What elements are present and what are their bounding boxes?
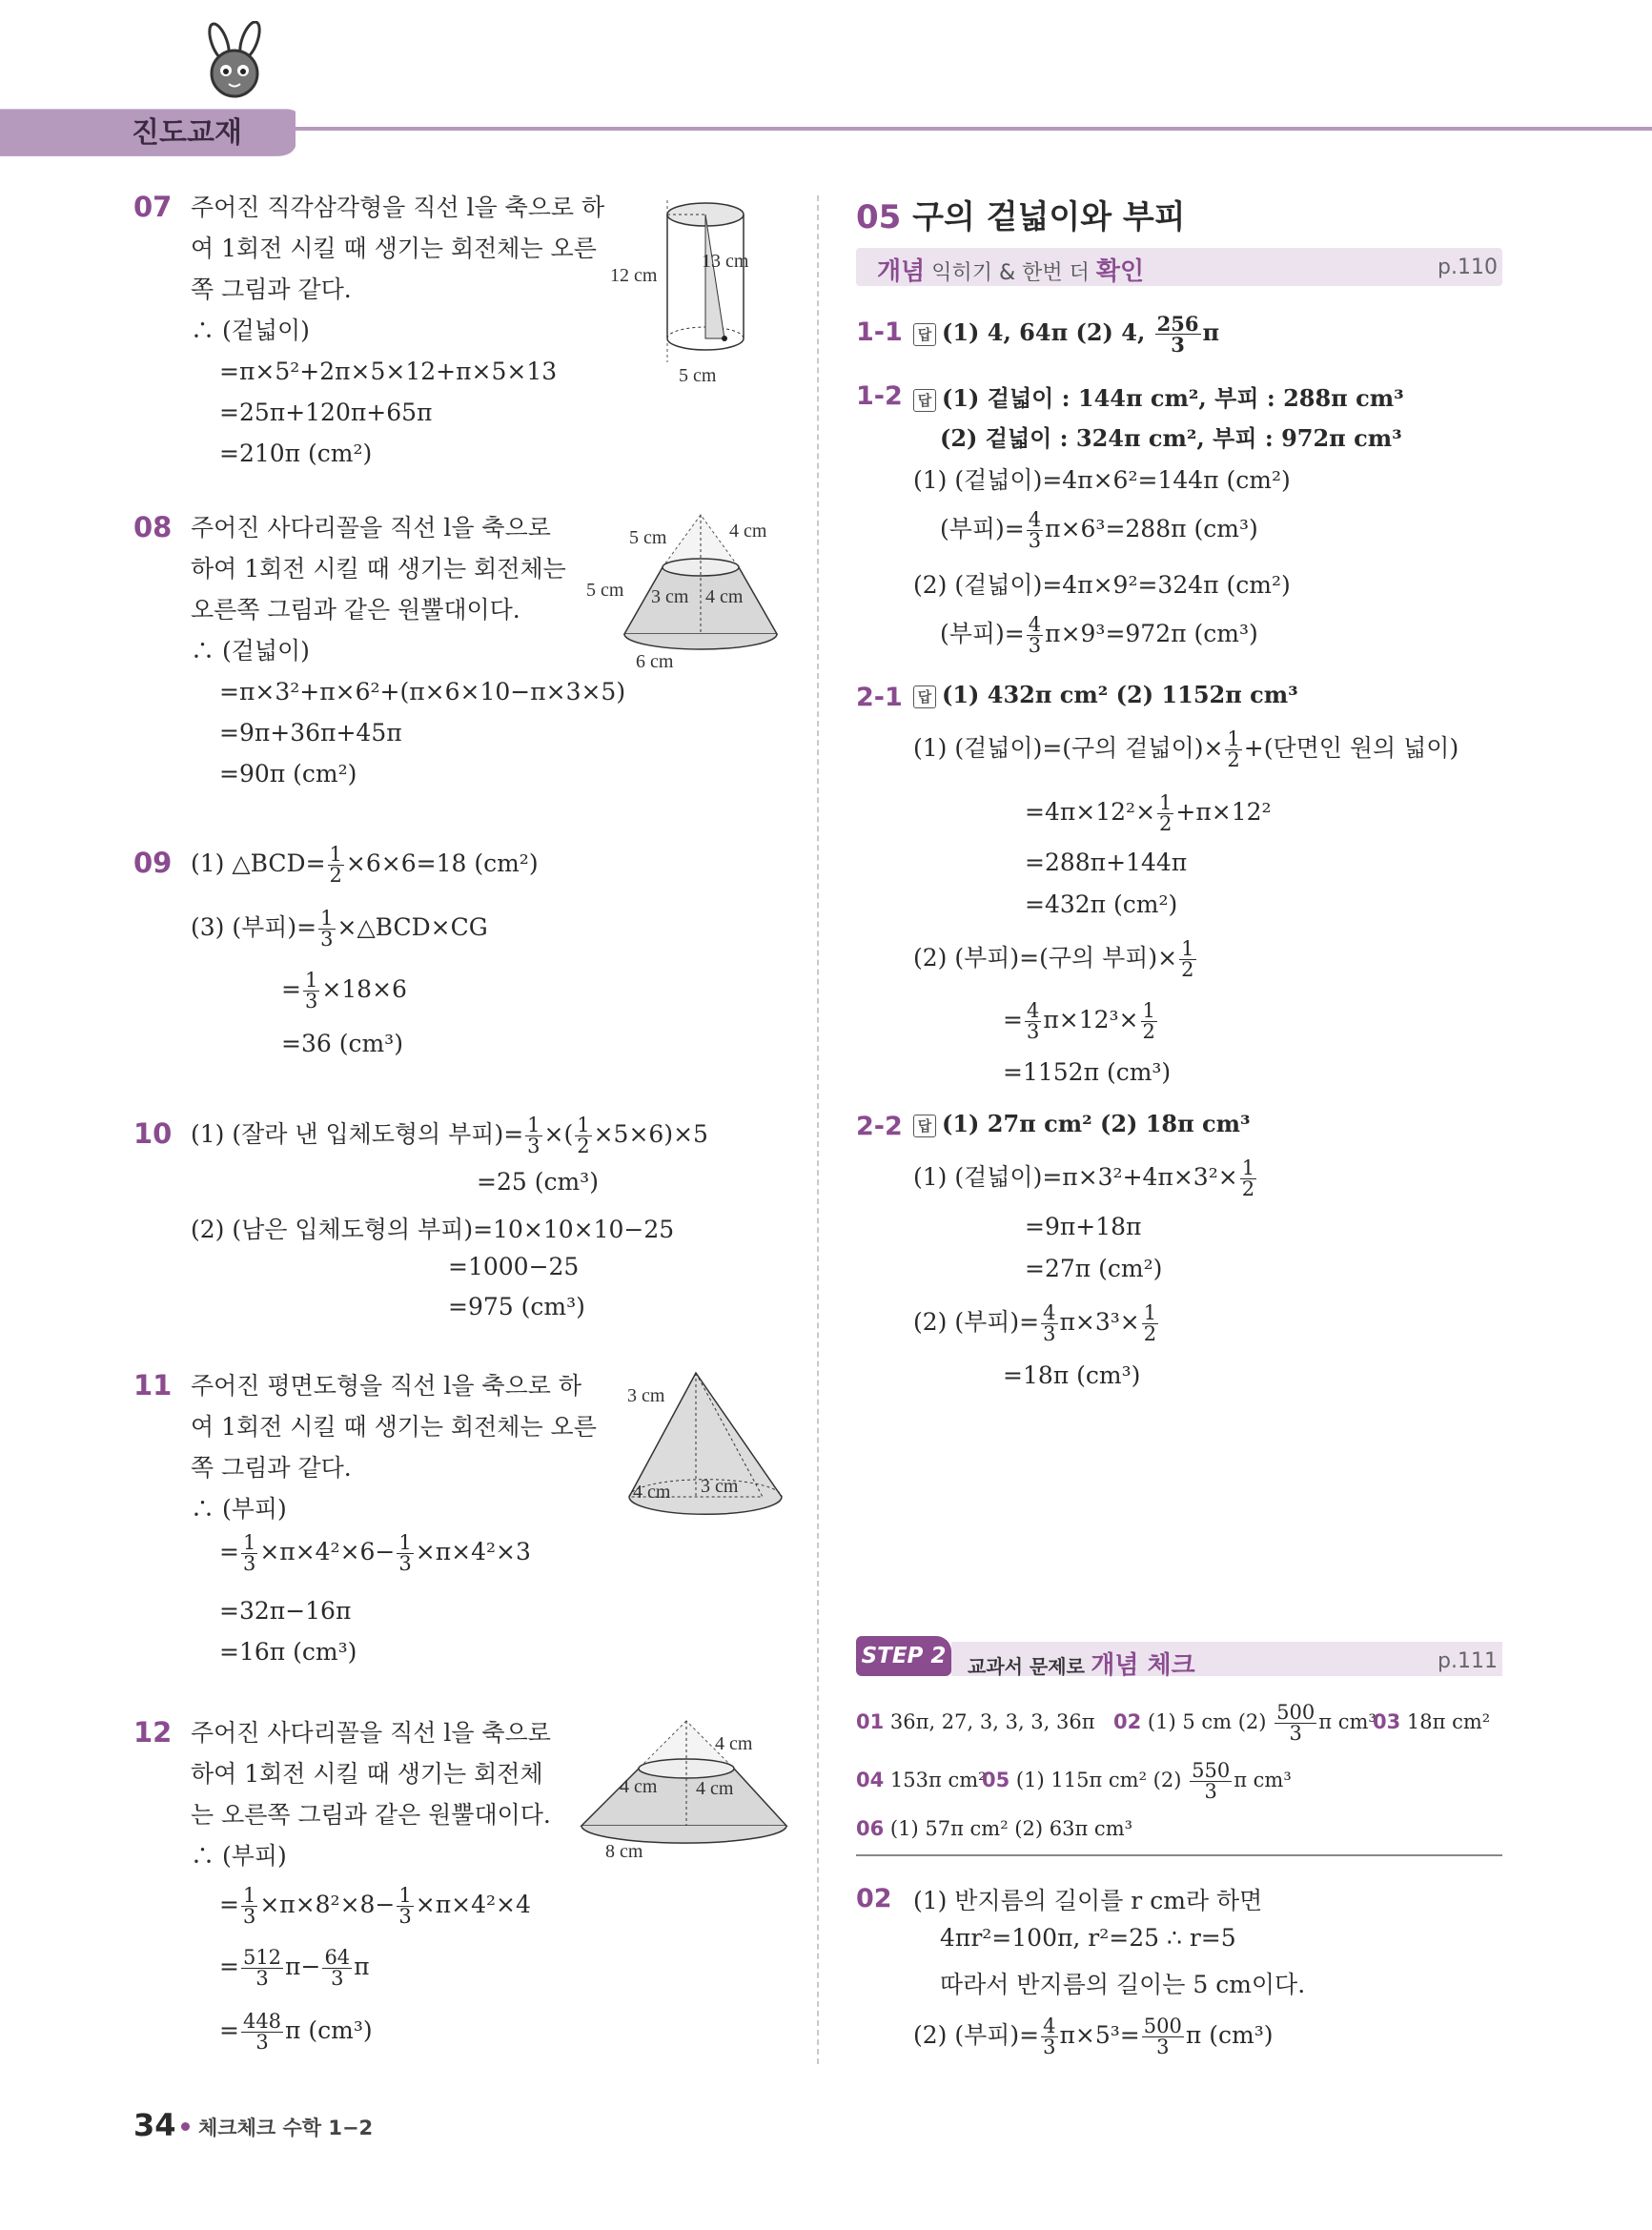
problem-10-line3: (2) (남은 입체도형의 부피)=10×10×10−25 xyxy=(191,1216,675,1243)
svg-text:8 cm: 8 cm xyxy=(605,1841,643,1859)
problem-09-line1: (1) △BCD= $\frac{1}{2}$ ×6×6=18 (cm²) xyxy=(191,843,539,887)
problem-10-line4: =1000−25 xyxy=(448,1253,580,1280)
svg-text:4 cm: 4 cm xyxy=(705,586,744,607)
q-2-2-number: 2-2 xyxy=(856,1112,903,1141)
problem-09-line4: =36 (cm³) xyxy=(281,1030,403,1057)
figure-11-cone xyxy=(610,1368,801,1540)
q-1-2-number: 1-2 xyxy=(856,381,903,411)
quick-answer-05: 05 (1) 115π cm² (2) $\frac{550}{3}$ π cm³ xyxy=(982,1759,1292,1803)
svg-text:12 cm: 12 cm xyxy=(610,265,658,286)
q-2-2-line2: =9π+18π xyxy=(1025,1213,1142,1240)
q-1-2-line4: (부피)= $\frac{4}{3}$ π×9³=972π (cm³) xyxy=(940,613,1258,657)
quick-answer-rule xyxy=(856,1854,1502,1856)
q-2-1-line2: =4π×12²× $\frac{1}{2}$ +π×12² xyxy=(1025,791,1272,835)
problem-09-number: 09 xyxy=(133,847,173,879)
q-1-2-answer2: (2) 겉넓이 : 324π cm², 부피 : 972π cm³ xyxy=(940,424,1402,452)
q-1-2-line1: (1) (겉넓이)=4π×6²=144π (cm²) xyxy=(913,466,1291,494)
q-2-1-number: 2-1 xyxy=(856,683,903,712)
svg-text:3 cm: 3 cm xyxy=(627,1385,665,1406)
q-2-1-line7: =1152π (cm³) xyxy=(1003,1058,1172,1086)
problem-11-line3: =32π−16π xyxy=(219,1597,352,1625)
section-title: 05 구의 겉넓이와 부피 xyxy=(856,198,1186,236)
explain-02-line3: 따라서 반지름의 길이는 5 cm이다. xyxy=(940,1971,1306,1998)
q-1-1-number: 1-1 xyxy=(856,317,903,347)
q-1-1-answer: 답 (1) 4, 64π (2) 4, $\frac{256}{3}$ π xyxy=(913,314,1219,355)
concept-page-ref: p.110 xyxy=(1438,256,1498,279)
problem-08-number: 08 xyxy=(133,511,173,543)
problem-11-number: 11 xyxy=(133,1369,173,1401)
problem-11-text: 주어진 평면도형을 직선 l을 축으로 하 여 1회전 시킬 때 생기는 회전체는 오른 쪽 그림과 같다. ∴ (부피) xyxy=(191,1372,597,1523)
q-1-2-line3: (2) (겉넓이)=4π×9²=324π (cm²) xyxy=(913,571,1291,599)
problem-07-text: 주어진 직각삼각형을 직선 l을 축으로 하 여 1회전 시킬 때 생기는 회전체는 오른 쪽 그림과 같다. ∴ (겉넓이) =π×5²+2π×5×12+π×5×13 =25π+120π+65π =210π (cm²) xyxy=(191,194,605,467)
explain-02-line1: (1) 반지름의 길이를 r cm라 하면 xyxy=(913,1887,1263,1914)
problem-12-number: 12 xyxy=(133,1716,173,1749)
svg-text:5 cm: 5 cm xyxy=(679,365,717,381)
problem-12-text: 주어진 사다리꼴을 직선 l을 축으로 하여 1회전 시킬 때 생기는 회전체 는 오른쪽 그림과 같은 원뿔대이다. ∴ (부피) xyxy=(191,1719,551,1870)
explain-02-line4: (2) (부피)= $\frac{4}{3}$ π×5³= $\frac{500}{3}$ π (cm³) xyxy=(913,2015,1274,2058)
svg-text:4 cm: 4 cm xyxy=(620,1776,658,1797)
svg-text:13 cm: 13 cm xyxy=(702,251,749,272)
svg-text:5 cm: 5 cm xyxy=(629,527,667,548)
problem-09-line3: = $\frac{1}{3}$ ×18×6 xyxy=(281,969,407,1013)
column-divider xyxy=(817,195,819,2064)
problem-10-line1: (1) (잘라 낸 입체도형의 부피)= $\frac{1}{3}$ ×( $\frac{1}{2}$ ×5×6)×5 xyxy=(191,1114,708,1157)
problem-10-line5: =975 (cm³) xyxy=(448,1293,585,1320)
rabbit-mascot-icon xyxy=(191,21,286,107)
step2-label: 교과서 문제로 개념 체크 xyxy=(968,1651,1195,1680)
q-2-2-line4: (2) (부피)= $\frac{4}{3}$ π×3³× $\frac{1}{2}$ xyxy=(913,1301,1157,1345)
explain-02-number: 02 xyxy=(856,1884,892,1913)
q-2-1-line3: =288π+144π xyxy=(1025,849,1188,876)
q-2-1-line6: = $\frac{4}{3}$ π×12³× $\frac{1}{2}$ xyxy=(1003,999,1155,1043)
answer-mark-icon: 답 xyxy=(913,685,936,708)
problem-11-line4: =16π (cm³) xyxy=(219,1638,357,1666)
quick-answer-02: 02 (1) 5 cm (2) $\frac{500}{3}$ π cm³ xyxy=(1113,1701,1377,1745)
quick-answer-01: 01 36π, 27, 3, 3, 3, 36π xyxy=(856,1710,1095,1733)
q-2-1-line5: (2) (부피)=(구의 부피)× $\frac{1}{2}$ xyxy=(913,937,1194,981)
problem-10-line2: =25 (cm³) xyxy=(477,1168,599,1196)
svg-text:5 cm: 5 cm xyxy=(586,580,624,601)
problem-07-number: 07 xyxy=(133,191,173,223)
quick-answer-04: 04 153π cm² xyxy=(856,1769,987,1791)
q-2-2-line3: =27π (cm²) xyxy=(1025,1255,1163,1282)
q-2-2-answer: 답 (1) 27π cm² (2) 18π cm³ xyxy=(913,1110,1251,1137)
q-2-1-answer: 답 (1) 432π cm² (2) 1152π cm³ xyxy=(913,681,1298,708)
chapter-tab-label: 진도교재 xyxy=(132,116,242,150)
page-number: 34 xyxy=(133,2107,176,2143)
q-2-1-line1: (1) (겉넓이)=(구의 겉넓이)× $\frac{1}{2}$ +(단면인 원의 넓이) xyxy=(913,727,1459,771)
svg-text:4 cm: 4 cm xyxy=(696,1778,734,1799)
q-2-2-line1: (1) (겉넓이)=π×3²+4π×3²× $\frac{1}{2}$ xyxy=(913,1156,1255,1200)
answer-mark-icon: 답 xyxy=(913,389,936,412)
problem-11-line2: = $\frac{1}{3}$ ×π×4²×6− $\frac{1}{3}$ ×π×4²×3 xyxy=(219,1531,531,1575)
q-1-2-answer1: 답 (1) 겉넓이 : 144π cm², 부피 : 288π cm³ xyxy=(913,379,1404,413)
svg-text:4 cm: 4 cm xyxy=(633,1482,671,1503)
svg-text:4 cm: 4 cm xyxy=(729,521,767,542)
concept-band-label: 개념 익히기 & 한번 더 확인 xyxy=(877,257,1145,286)
problem-12-line4: = $\frac{448}{3}$ π (cm³) xyxy=(219,2010,373,2054)
figure-08-frustum xyxy=(586,510,806,672)
problem-12-line2: = $\frac{1}{3}$ ×π×8²×8− $\frac{1}{3}$ ×π×4²×4 xyxy=(219,1884,531,1928)
q-2-1-line4: =432π (cm²) xyxy=(1025,890,1178,918)
svg-text:4 cm: 4 cm xyxy=(715,1733,753,1754)
step2-badge: STEP 2 xyxy=(856,1636,951,1676)
book-title: 체크체크 수학 1−2 xyxy=(198,2117,374,2139)
problem-09-line2: (3) (부피)= $\frac{1}{3}$ ×△BCD×CG xyxy=(191,907,488,951)
problem-12-line3: = $\frac{512}{3}$ π− $\frac{64}{3}$ π xyxy=(219,1946,370,1990)
explain-02-line2: 4πr²=100π, r²=25 ∴ r=5 xyxy=(940,1924,1236,1952)
svg-text:3 cm: 3 cm xyxy=(651,586,689,607)
answer-mark-icon: 답 xyxy=(913,1115,936,1137)
svg-text:6 cm: 6 cm xyxy=(636,651,674,672)
answer-mark-icon: 답 xyxy=(913,323,936,346)
figure-07-cone-cylinder xyxy=(610,191,801,381)
quick-answer-03: 03 18π cm² xyxy=(1373,1710,1491,1733)
q-1-2-line2: (부피)= $\frac{4}{3}$ π×6³=288π (cm³) xyxy=(940,508,1258,552)
figure-12-frustum xyxy=(572,1716,791,1859)
step2-page-ref: p.111 xyxy=(1438,1649,1498,1673)
quick-answer-06: 06 (1) 57π cm² (2) 63π cm³ xyxy=(856,1817,1133,1840)
q-2-2-line5: =18π (cm³) xyxy=(1003,1361,1141,1389)
footer-bullet-icon xyxy=(181,2122,190,2131)
problem-08-text: 주어진 사다리꼴을 직선 l을 축으로 하여 1회전 시킬 때 생기는 회전체는 오른쪽 그림과 같은 원뿔대이다. ∴ (겉넓이) =π×3²+π×6²+(π×6×10−π×3×5) =9π+36π+45π =90π (cm²) xyxy=(191,514,626,788)
problem-10-number: 10 xyxy=(133,1117,173,1150)
svg-text:3 cm: 3 cm xyxy=(701,1476,739,1497)
